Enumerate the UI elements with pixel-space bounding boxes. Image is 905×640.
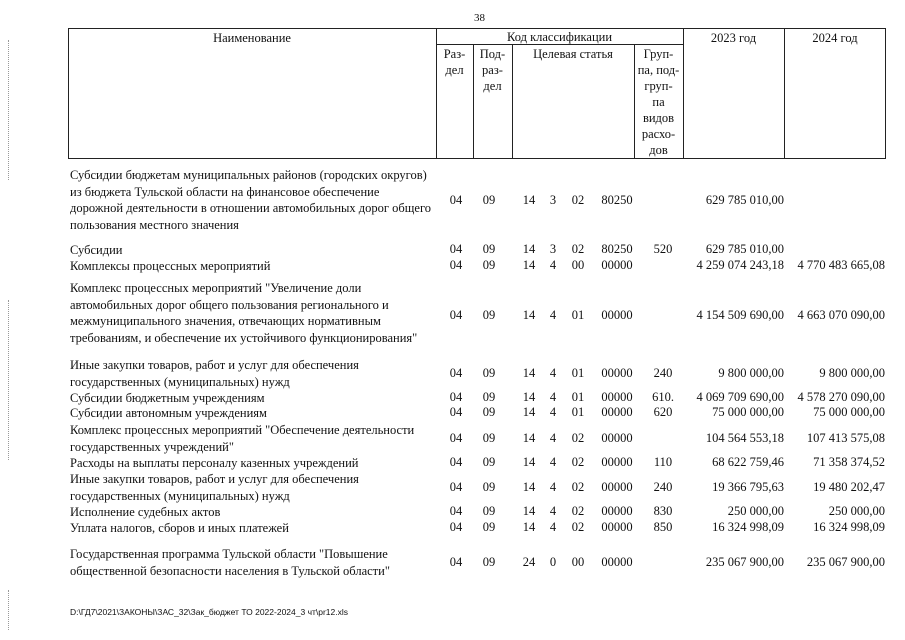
- header-podrazdel: [473, 46, 512, 94]
- margin-dots: [8, 590, 10, 630]
- main-event-cell: 02: [571, 520, 585, 534]
- direction-cell: 00000: [601, 504, 633, 518]
- subprogram-cell: 4: [549, 405, 557, 419]
- main-event-cell: 02: [571, 480, 585, 494]
- main-event-cell: 02: [571, 431, 585, 445]
- subprogram-cell: 0: [549, 555, 557, 569]
- razdel-cell: 04: [449, 242, 463, 256]
- header-year-2024: 2024 год: [812, 31, 858, 45]
- page-number: 38: [474, 12, 485, 24]
- program-cell: 14: [522, 480, 536, 494]
- program-cell: 14: [522, 193, 536, 207]
- row-name: Иные закупки товаров, работ и услуг для обеспечения государственных (муниципальных) нужд: [70, 472, 359, 503]
- subprogram-cell: 4: [549, 366, 557, 380]
- row-name: Расходы на выплаты персоналу казенных учреждений: [70, 456, 359, 470]
- subprogram-cell: 3: [549, 242, 557, 256]
- direction-cell: 00000: [601, 480, 633, 494]
- header-group-line: груп-: [644, 79, 673, 93]
- subprogram-cell: 4: [549, 258, 557, 272]
- row-name: Комплексы процессных мероприятий: [70, 259, 271, 273]
- program-cell: 14: [522, 242, 536, 256]
- subprogram-cell: 4: [549, 480, 557, 494]
- header-year-2023: 2023 год: [710, 31, 757, 45]
- podrazdel-cell: 09: [482, 242, 496, 256]
- header-group-line: па: [652, 95, 665, 109]
- podrazdel-cell: 09: [482, 258, 496, 272]
- col-divider: [683, 28, 684, 159]
- main-event-cell: 01: [571, 390, 585, 404]
- row-name: Государственная программа Тульской области "Повышение общественной безопасности населения в Тульской области": [70, 547, 390, 578]
- program-cell: 14: [522, 390, 536, 404]
- group-cell: 240: [653, 366, 673, 380]
- margin-dots: [8, 300, 10, 460]
- podrazdel-cell: 09: [482, 504, 496, 518]
- amount-2024-cell: 9 800 000,00: [819, 366, 885, 380]
- razdel-cell: 04: [449, 366, 463, 380]
- amount-2023-cell: 16 324 998,09: [712, 520, 784, 534]
- main-event-cell: 02: [571, 455, 585, 469]
- amount-2024-cell: 107 413 575,08: [806, 431, 885, 445]
- program-cell: 14: [522, 258, 536, 272]
- subprogram-cell: 3: [549, 193, 557, 207]
- header-razdel-line: дел: [445, 63, 464, 77]
- group-cell: 850: [653, 520, 673, 534]
- header-group-line: видов: [642, 111, 675, 125]
- main-event-cell: 02: [571, 504, 585, 518]
- program-cell: 14: [522, 366, 536, 380]
- row-name: Комплекс процессных мероприятий "Обеспечение деятельности государственных учреждений": [70, 423, 415, 454]
- group-cell: 620: [653, 405, 673, 419]
- subprogram-cell: 4: [549, 520, 557, 534]
- amount-2023-cell: 68 622 759,46: [712, 455, 784, 469]
- program-cell: 14: [522, 504, 536, 518]
- direction-cell: 00000: [601, 390, 633, 404]
- margin-dots: [8, 40, 10, 180]
- amount-2024-cell: 250 000,00: [828, 504, 885, 518]
- direction-cell: 00000: [601, 258, 633, 272]
- group-cell: 520: [653, 242, 673, 256]
- header-target: Целевая статья: [533, 47, 613, 61]
- col-divider: [784, 28, 785, 159]
- podrazdel-cell: 09: [482, 455, 496, 469]
- header-code: Код классификации: [506, 30, 613, 44]
- header-group-line: расхо-: [641, 127, 676, 141]
- program-cell: 14: [522, 455, 536, 469]
- main-event-cell: 02: [571, 193, 585, 207]
- amount-2024-cell: 4 663 070 090,00: [797, 308, 885, 322]
- amount-2023-cell: 9 800 000,00: [718, 366, 784, 380]
- razdel-cell: 04: [449, 520, 463, 534]
- amount-2024-cell: 235 067 900,00: [806, 555, 885, 569]
- header-razdel-line: Раз-: [443, 47, 466, 61]
- main-event-cell: 00: [571, 258, 585, 272]
- amount-2023-cell: 250 000,00: [727, 504, 784, 518]
- direction-cell: 00000: [601, 431, 633, 445]
- razdel-cell: 04: [449, 480, 463, 494]
- group-cell: 110: [653, 455, 673, 469]
- header-group: [634, 46, 683, 158]
- razdel-cell: 04: [449, 258, 463, 272]
- subprogram-cell: 4: [549, 504, 557, 518]
- amount-2023-cell: 19 366 795,63: [712, 480, 784, 494]
- main-event-cell: 01: [571, 405, 585, 419]
- direction-cell: 80250: [601, 193, 633, 207]
- amount-2024-cell: 19 480 202,47: [813, 480, 885, 494]
- podrazdel-cell: 09: [482, 431, 496, 445]
- row-name: Иные закупки товаров, работ и услуг для обеспечения государственных (муниципальных) нужд: [70, 358, 359, 389]
- row-name: Уплата налогов, сборов и иных платежей: [70, 521, 289, 535]
- podrazdel-cell: 09: [482, 193, 496, 207]
- amount-2023-cell: 235 067 900,00: [705, 555, 784, 569]
- program-cell: 24: [522, 555, 536, 569]
- program-cell: 14: [522, 431, 536, 445]
- direction-cell: 80250: [601, 242, 633, 256]
- amount-2023-cell: 629 785 010,00: [705, 193, 784, 207]
- header-podrazdel-line: дел: [483, 79, 502, 93]
- row-name: Субсидии автономным учреждениям: [70, 406, 267, 420]
- direction-cell: 00000: [601, 555, 633, 569]
- amount-2023-cell: 4 259 074 243,18: [696, 258, 784, 272]
- razdel-cell: 04: [449, 193, 463, 207]
- row-name: Субсидии бюджетным учреждениям: [70, 391, 265, 405]
- razdel-cell: 04: [449, 455, 463, 469]
- header-podrazdel-line: раз-: [482, 63, 503, 77]
- razdel-cell: 04: [449, 431, 463, 445]
- program-cell: 14: [522, 520, 536, 534]
- direction-cell: 00000: [601, 308, 633, 322]
- podrazdel-cell: 09: [482, 480, 496, 494]
- file-path-footer: D:\ГД7\2021\ЗАКОНЫ\ЗАС_32\Зак_бюджет ТО 2022-2024_3 чт\pr12.xls: [70, 607, 349, 617]
- razdel-cell: 04: [449, 555, 463, 569]
- amount-2024-cell: 75 000 000,00: [813, 405, 885, 419]
- amount-2023-cell: 4 069 709 690,00: [696, 390, 784, 404]
- group-cell: 240: [653, 480, 673, 494]
- program-cell: 14: [522, 308, 536, 322]
- podrazdel-cell: 09: [482, 555, 496, 569]
- amount-2023-cell: 104 564 553,18: [705, 431, 784, 445]
- direction-cell: 00000: [601, 366, 633, 380]
- amount-2024-cell: 71 358 374,52: [813, 455, 885, 469]
- amount-2024-cell: 4 770 483 665,08: [797, 258, 885, 272]
- amount-2024-cell: 4 578 270 090,00: [797, 390, 885, 404]
- header-group-line: па, под-: [637, 63, 680, 77]
- razdel-cell: 04: [449, 504, 463, 518]
- podrazdel-cell: 09: [482, 405, 496, 419]
- header-group-line: Груп-: [643, 47, 674, 61]
- razdel-cell: 04: [449, 308, 463, 322]
- razdel-cell: 04: [449, 390, 463, 404]
- row-name: Субсидии: [70, 243, 123, 257]
- razdel-cell: 04: [449, 405, 463, 419]
- subprogram-cell: 4: [549, 455, 557, 469]
- direction-cell: 00000: [601, 455, 633, 469]
- header-podrazdel-line: Под-: [479, 47, 506, 61]
- row-name: Комплекс процессных мероприятий "Увеличение доли автомобильных дорог общего пользования регионального и межмуниципального значения, отвечающих нормативным требованиям, и обеспечение их устойчивого функционирования": [70, 281, 418, 345]
- main-event-cell: 00: [571, 555, 585, 569]
- subprogram-cell: 4: [549, 390, 557, 404]
- row-name: Исполнение судебных актов: [70, 505, 221, 519]
- podrazdel-cell: 09: [482, 366, 496, 380]
- program-cell: 14: [522, 405, 536, 419]
- main-event-cell: 01: [571, 366, 585, 380]
- header-razdel: [436, 46, 473, 78]
- podrazdel-cell: 09: [482, 390, 496, 404]
- main-event-cell: 02: [571, 242, 585, 256]
- podrazdel-cell: 09: [482, 308, 496, 322]
- group-cell: 610.: [652, 390, 674, 404]
- row-name: Субсидии бюджетам муниципальных районов (городских округов) из бюджета Тульской области на финансовое обеспечение дорожной деятельности в отношении автомобильных дорог общего пользования местного значения: [70, 168, 432, 232]
- subprogram-cell: 4: [549, 308, 557, 322]
- header-group-line: дов: [649, 143, 668, 157]
- group-cell: 830: [653, 504, 673, 518]
- amount-2023-cell: 75 000 000,00: [712, 405, 784, 419]
- amount-2023-cell: 4 154 509 690,00: [696, 308, 784, 322]
- main-event-cell: 01: [571, 308, 585, 322]
- amount-2023-cell: 629 785 010,00: [705, 242, 784, 256]
- direction-cell: 00000: [601, 405, 633, 419]
- header-name: Наименование: [213, 31, 291, 45]
- direction-cell: 00000: [601, 520, 633, 534]
- podrazdel-cell: 09: [482, 520, 496, 534]
- subprogram-cell: 4: [549, 431, 557, 445]
- amount-2024-cell: 16 324 998,09: [813, 520, 885, 534]
